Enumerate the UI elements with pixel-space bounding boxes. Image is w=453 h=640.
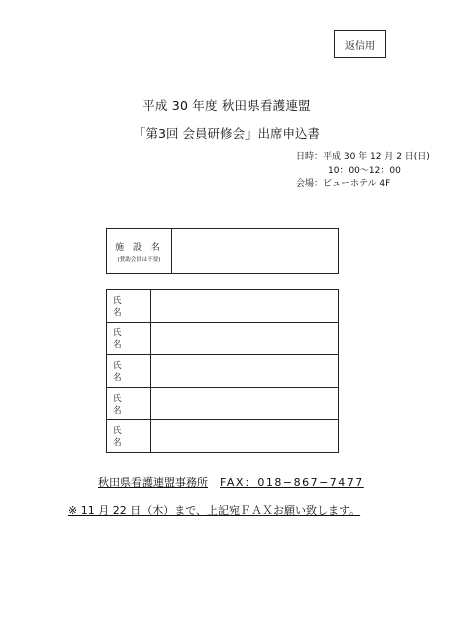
name-field[interactable] <box>151 290 338 322</box>
facility-sublabel: (賛助会員は不要) <box>117 256 161 263</box>
event-venue: 会場：ビューホテル 4F <box>296 179 391 189</box>
name-field[interactable] <box>151 420 338 452</box>
reply-label-box <box>334 30 386 58</box>
office-name: 秋田県看護連盟事務所 <box>98 476 208 489</box>
name-label: 氏 名 <box>107 420 151 452</box>
facility-label: 施 設 名 <box>115 242 163 253</box>
names-table <box>106 289 339 453</box>
name-field[interactable] <box>151 355 338 387</box>
name-label: 氏 名 <box>107 290 151 322</box>
reply-label: 返信用 <box>345 40 375 52</box>
fax-number: FAX：018−867−7477 <box>220 476 364 489</box>
name-row <box>107 355 338 388</box>
name-row <box>107 388 338 421</box>
deadline-note: ※ 11 月 22 日（木）まで、上記宛ＦＡＸお願い致します。 <box>68 504 361 517</box>
facility-label-cell <box>107 229 172 273</box>
name-field[interactable] <box>151 388 338 420</box>
name-label: 氏 名 <box>107 323 151 355</box>
name-label: 氏 名 <box>107 388 151 420</box>
name-row <box>107 323 338 356</box>
name-row <box>107 290 338 323</box>
event-time: 10：00～12：00 <box>328 166 401 176</box>
name-label: 氏 名 <box>107 355 151 387</box>
name-row <box>107 420 338 452</box>
event-date: 日時：平成 30 年 12 月 2 日(日) <box>296 152 430 162</box>
document-subtitle: 「第3回 会員研修会」出席申込書 <box>133 126 320 141</box>
office-contact <box>98 474 364 490</box>
facility-field[interactable] <box>172 229 338 273</box>
document-title: 平成 30 年度 秋田県看護連盟 <box>142 98 311 113</box>
name-field[interactable] <box>151 323 338 355</box>
facility-table <box>106 228 339 274</box>
